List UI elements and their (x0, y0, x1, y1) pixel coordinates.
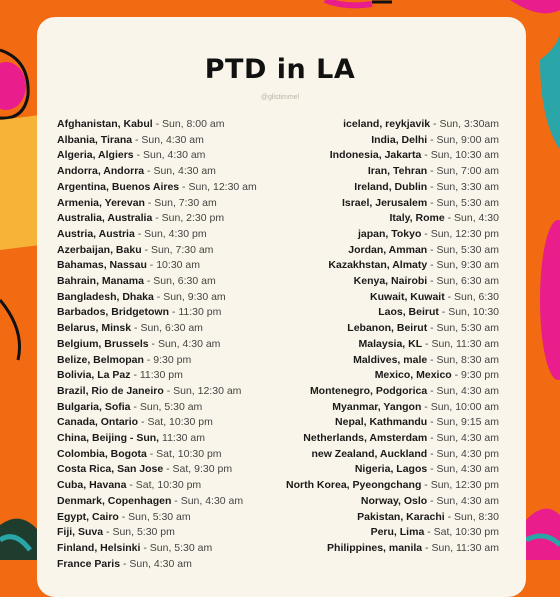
list-item (57, 478, 257, 494)
time-value: - Sun, 5:30 am (427, 196, 499, 209)
time-value: - Sun, 10:30 am (421, 149, 499, 162)
place-name: Azerbaijan, Baku (57, 243, 142, 256)
place-name: Iran, Tehran (367, 165, 428, 178)
place-name: Kuwait, Kuwait (370, 290, 445, 303)
place-name: Israel, Jerusalem (341, 196, 428, 209)
list-item (286, 180, 499, 196)
list-item (57, 258, 257, 274)
time-value: - Sun, 4:30 am (427, 463, 499, 476)
list-item (57, 525, 257, 541)
time-value: - Sun, 5:30 am (140, 541, 213, 554)
list-item (57, 148, 257, 164)
yellow-shape (0, 115, 40, 250)
list-item (57, 415, 257, 431)
time-value: - Sun, 12:30 am (179, 180, 257, 193)
time-value: - 11:30 pm (169, 306, 222, 319)
place-name: Argentina, Buenos Aires (57, 180, 180, 193)
time-value: - Sun, 7:30 am (144, 196, 217, 209)
list-item (286, 431, 499, 447)
list-item (286, 274, 499, 290)
place-name: Nepal, Kathmandu (335, 416, 428, 429)
list-item (57, 353, 257, 369)
list-item (286, 290, 499, 306)
list-item (57, 211, 257, 227)
time-value: - Sat, 9:30 pm (163, 463, 233, 476)
place-name: Ireland, Dublin (354, 180, 428, 193)
place-name: Canada, Ontario (57, 416, 139, 429)
time-value: - 9:30 pm (451, 369, 499, 382)
time-value: - Sun, 11:30 am (422, 337, 499, 350)
time-value: - Sun, 4:30 am (120, 557, 192, 570)
time-value: - Sun, 5:30 am (130, 400, 203, 413)
list-item (286, 510, 499, 526)
list-item (57, 196, 257, 212)
time-value: - Sat, 10:30 pm (146, 447, 222, 460)
place-name: Australia, Australia (57, 212, 153, 225)
list-item (57, 431, 257, 447)
time-value: - Sun, 12:30 am (163, 384, 242, 397)
list-item (286, 211, 499, 227)
teal-shape (540, 30, 560, 150)
time-value: - Sun, 7:30 am (141, 243, 214, 256)
list-item (57, 462, 257, 478)
time-value: - Sun, 4:30 am (144, 165, 216, 178)
list-item (286, 117, 499, 133)
place-name: Cuba, Havana (57, 479, 127, 492)
time-value: - Sun, 9:30 am (427, 259, 499, 272)
place-name: Austria, Austria (57, 227, 135, 240)
list-item (286, 148, 499, 164)
list-item (286, 462, 499, 478)
list-item (286, 196, 499, 212)
time-value: - Sun, 5:30 am (427, 243, 499, 256)
place-name: Brazil, Rio de Janeiro (57, 384, 164, 397)
place-name: Barbados, Bridgetown (57, 306, 170, 319)
left-column (57, 117, 257, 572)
place-name: Bangladesh, Dhaka (57, 290, 154, 303)
list-item (286, 164, 499, 180)
time-value: - Sun, 11:30 am (422, 541, 499, 554)
place-name: Peru, Lima (370, 526, 425, 539)
list-item (57, 510, 257, 526)
place-name: Indonesia, Jakarta (329, 149, 422, 162)
time-value: - Sun, 6:30 am (131, 322, 203, 335)
time-value: - Sun, 8:30 am (427, 353, 499, 366)
place-name: Belize, Belmopan (57, 353, 144, 366)
time-value: - Sun, 9:00 am (427, 133, 499, 146)
pink-stroke (325, 0, 372, 5)
time-value: - 10:30 am (146, 259, 201, 272)
list-item (57, 290, 257, 306)
time-value: - Sun, 4:30 (444, 212, 499, 225)
list-item (57, 321, 257, 337)
time-value: - Sun, 4:30 am (427, 384, 499, 397)
time-value: - 11:30 pm (130, 369, 183, 382)
time-value: - Sun, 4:30 pm (427, 447, 499, 460)
place-name: France Paris (57, 557, 121, 570)
list-item (57, 274, 257, 290)
time-value: - Sun, 9:30 am (153, 290, 226, 303)
pink-corner (510, 0, 560, 13)
place-name: Bolivia, La Paz (57, 369, 131, 382)
list-item (286, 415, 499, 431)
time-value: - Sun, 4:30 am (132, 133, 204, 146)
list-item (286, 478, 499, 494)
place-name: Jordan, Amman (348, 243, 428, 256)
list-item (57, 180, 257, 196)
list-item (286, 384, 499, 400)
list-item (286, 494, 499, 510)
list-item (286, 258, 499, 274)
list-item (286, 368, 499, 384)
place-name: new Zealand, Auckland (311, 447, 428, 460)
place-name: Italy, Rome (389, 212, 445, 225)
list-item (57, 133, 257, 149)
list-item (57, 384, 257, 400)
time-value: - Sun, 4:30 am (133, 149, 206, 162)
place-name: iceland, reykjavik (343, 118, 431, 130)
place-name: Norway, Oslo (360, 494, 428, 507)
time-value: - Sun, 8:00 am (152, 118, 225, 130)
time-value: - Sun, 5:30 am (118, 510, 191, 523)
list-item (286, 541, 499, 557)
list-item (57, 447, 257, 463)
place-name: Lebanon, Beirut (347, 322, 428, 335)
place-name: Bahamas, Nassau (57, 259, 147, 272)
time-value: - Sun, 4:30 pm (134, 227, 207, 240)
place-name: Costa Rica, San Jose (57, 463, 164, 476)
list-item (57, 305, 257, 321)
time-value: - Sun, 4:30 am (171, 494, 244, 507)
place-name: Egypt, Cairo (57, 510, 119, 523)
list-item (57, 243, 257, 259)
list-item (57, 337, 257, 353)
place-name: Finland, Helsinki (57, 541, 141, 554)
place-name: Denmark, Copenhagen (57, 494, 172, 507)
page-title: PTD in LA (204, 54, 356, 85)
time-value: - Sun, 12:30 pm (421, 227, 499, 240)
list-item (286, 447, 499, 463)
place-name: Andorra, Andorra (57, 165, 145, 178)
place-name: India, Delhi (371, 133, 428, 146)
list-item (57, 164, 257, 180)
time-value: - Sun, 3:30 am (427, 180, 499, 193)
place-name: Algeria, Algiers (57, 149, 134, 162)
place-name: China, Beijing - Sun, (57, 432, 160, 445)
place-name: japan, Tokyo (357, 227, 422, 240)
place-name: Fiji, Suva (57, 526, 104, 539)
place-name: North Korea, Pyeongchang (286, 479, 422, 492)
time-value: - Sun, 3:30am (430, 118, 499, 130)
time-value: - Sun, 4:30 am (148, 337, 221, 350)
time-value: - Sun, 5:30 pm (103, 526, 175, 539)
place-name: Philippines, manila (327, 541, 423, 554)
right-column (286, 117, 499, 557)
time-value: - Sun, 4:30 am (427, 432, 499, 445)
list-item (286, 525, 499, 541)
time-value: - Sun, 7:00 am (427, 165, 499, 178)
list-item (57, 117, 257, 133)
list-item (57, 368, 257, 384)
place-name: Colombia, Bogota (57, 447, 147, 460)
place-name: Maldives, male (353, 353, 428, 366)
time-value: - Sun, 12:30 pm (421, 479, 499, 492)
place-name: Montenegro, Podgorica (309, 384, 428, 397)
time-value: - Sat, 10:30 pm (138, 416, 213, 429)
place-name: Kenya, Nairobi (353, 275, 428, 288)
time-value: - Sun, 10:30 (438, 306, 499, 319)
black-curve-left (0, 300, 20, 360)
place-name: Armenia, Yerevan (57, 196, 145, 209)
time-value: - Sun, 6:30 am (143, 275, 216, 288)
list-item (286, 353, 499, 369)
list-item (286, 337, 499, 353)
place-name: Bahrain, Manama (57, 275, 144, 288)
time-value: - Sun, 6:30 am (427, 275, 499, 288)
place-name: Nigeria, Lagos (354, 463, 428, 476)
time-value: - Sat, 10:30 pm (126, 479, 202, 492)
list-item (286, 133, 499, 149)
list-item (286, 227, 499, 243)
place-name: Malaysia, KL (358, 337, 423, 350)
time-value: - Sat, 10:30 pm (424, 526, 499, 539)
place-name: Kazakhstan, Almaty (328, 259, 428, 272)
place-name: Afghanistan, Kabul (57, 118, 153, 130)
watermark: @glistimmel (260, 94, 300, 101)
place-name: Laos, Beirut (378, 306, 439, 319)
list-item (57, 494, 257, 510)
time-value: 11:30 am (159, 432, 206, 445)
time-value: - 9:30 pm (143, 353, 192, 366)
list-item (286, 321, 499, 337)
list-item (286, 400, 499, 416)
place-name: Pakistan, Karachi (357, 510, 445, 523)
place-name: Belgium, Brussels (57, 337, 149, 350)
place-name: Bulgaria, Sofia (57, 400, 131, 413)
place-name: Mexico, Mexico (374, 369, 452, 382)
time-value: - Sun, 8:30 (444, 510, 499, 523)
place-name: Albania, Tirana (57, 133, 133, 146)
list-item (286, 243, 499, 259)
time-value: - Sun, 9:15 am (427, 416, 499, 429)
list-item (57, 400, 257, 416)
list-item (286, 305, 499, 321)
time-value: - Sun, 2:30 pm (152, 212, 225, 225)
time-value: - Sun, 5:30 am (427, 322, 499, 335)
list-item (57, 557, 257, 573)
list-item (57, 541, 257, 557)
time-value: - Sun, 4:30 am (427, 494, 499, 507)
pink-blob-right (540, 220, 560, 380)
time-value: - Sun, 10:00 am (421, 400, 499, 413)
place-name: Belarus, Minsk (57, 322, 132, 335)
place-name: Myanmar, Yangon (332, 400, 422, 413)
list-item (57, 227, 257, 243)
time-value: - Sun, 6:30 (444, 290, 499, 303)
place-name: Netherlands, Amsterdam (303, 432, 428, 445)
